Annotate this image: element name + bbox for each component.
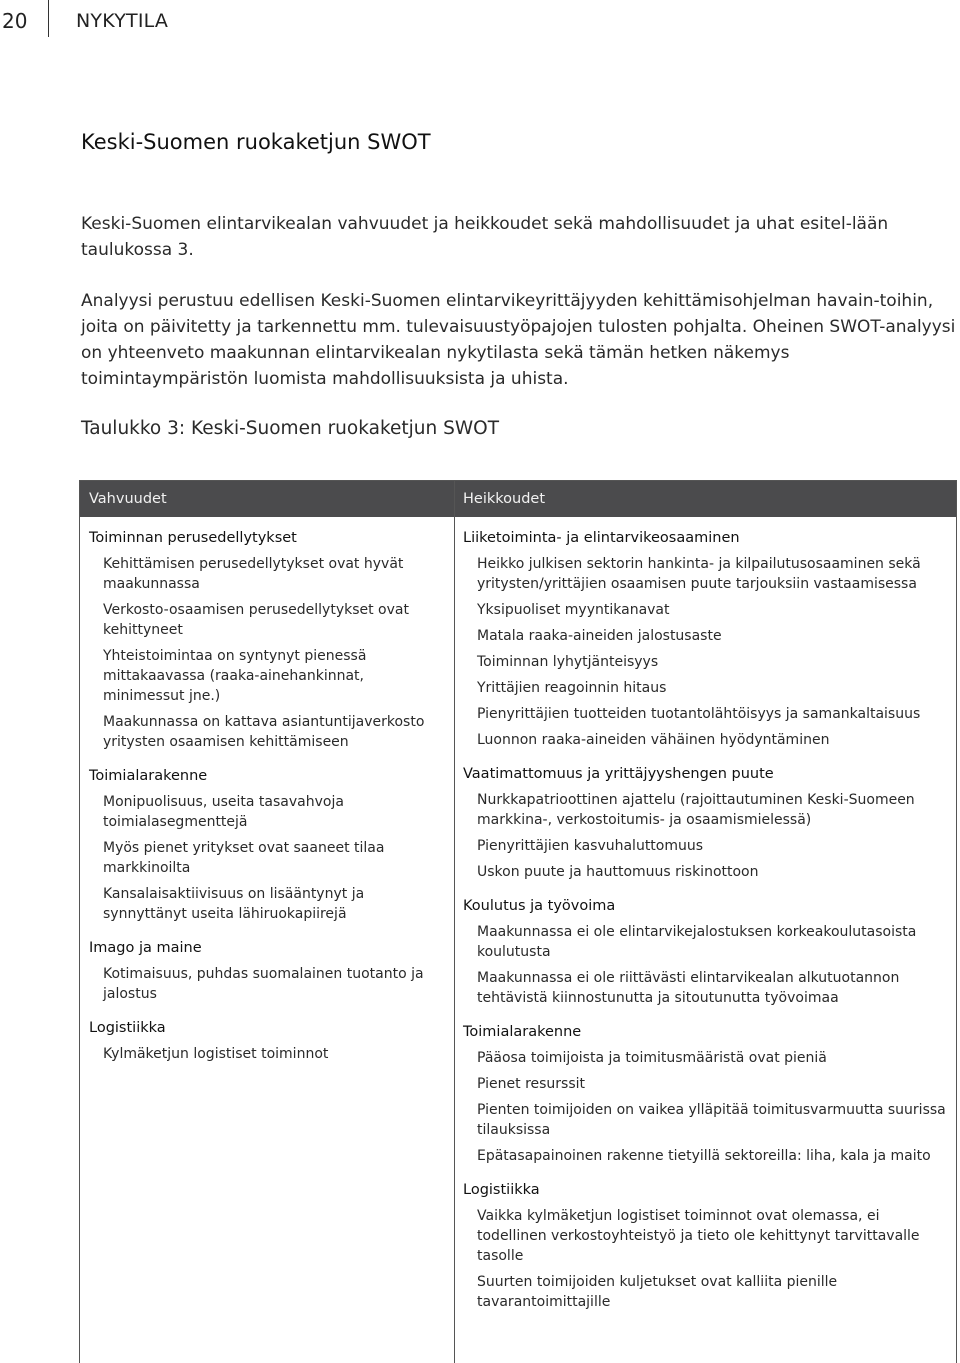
- swot-table: [79, 480, 957, 1363]
- list-item: Matala raaka-aineiden jalostusaste: [477, 628, 722, 644]
- weaknesses-group: [463, 896, 951, 1008]
- table-caption: Taulukko 3: Keski-Suomen ruokaketjun SWOT: [81, 418, 500, 439]
- strengths-group: [89, 1018, 447, 1064]
- list-item: Uskon puute ja hauttomuus riskinottoon: [477, 864, 759, 880]
- list-item: Yksipuoliset myyntikanavat: [477, 602, 670, 618]
- list-item: Maakunnassa ei ole elintarvikejalostuksen korkeakoulutasoista koulutusta: [477, 924, 917, 960]
- list-item: Verkosto-osaamisen perusedellytykset ovat kehittyneet: [103, 602, 409, 638]
- list-item: Pienyrittäjien kasvuhaluttomuus: [477, 838, 704, 854]
- list-item: Pääosa toimijoista ja toimitusmääristä ovat pieniä: [477, 1050, 827, 1066]
- section-label: NYKYTILA: [76, 10, 169, 32]
- weaknesses-column: [463, 528, 951, 1326]
- list-item: Vaikka kylmäketjun logistiset toiminnot ovat olemassa, ei todellinen verkostoyhteistyö ja tieto ole kehittynyt tarvittavalle tasolle: [477, 1208, 920, 1264]
- category-heading: Toimialarakenne: [89, 768, 208, 784]
- page-title: Keski-Suomen ruokaketjun SWOT: [81, 130, 431, 154]
- list-item: Toiminnan lyhytjänteisyys: [477, 654, 659, 670]
- category-heading: Koulutus ja työvoima: [463, 898, 616, 914]
- category-heading: Logistiikka: [463, 1182, 540, 1198]
- list-item: Kotimaisuus, puhdas suomalainen tuotanto ja jalostus: [103, 966, 424, 1002]
- list-item: Maakunnassa on kattava asiantuntijaverkosto yritysten osaamisen kehittämiseen: [103, 714, 425, 750]
- list-item: Nurkkapatrioottinen ajattelu (rajoittautuminen Keski-Suomeen markkina-, verkostoitumis- ja osaamismielessä): [477, 792, 915, 828]
- page-header: [0, 0, 960, 40]
- category-heading: Imago ja maine: [89, 940, 202, 956]
- list-item: Suurten toimijoiden kuljetukset ovat kalliita pienille tavarantoimittajille: [477, 1274, 838, 1310]
- weaknesses-group: [463, 1180, 951, 1312]
- header-divider: [48, 0, 49, 37]
- list-item: Kansalaisaktiivisuus on lisääntynyt ja synnyttänyt useita lähiruokapiirejä: [103, 886, 365, 922]
- category-heading: Liiketoiminta- ja elintarvikeosaaminen: [463, 530, 740, 546]
- intro-paragraph: Keski-Suomen elintarvikealan vahvuudet ja heikkoudet sekä mahdollisuudet ja uhat esitel-lään taulukossa 3.: [81, 214, 889, 260]
- weaknesses-group: [463, 1022, 951, 1166]
- list-item: Monipuolisuus, useita tasavahvoja toimialasegmenttejä: [103, 794, 344, 830]
- category-heading: Logistiikka: [89, 1020, 166, 1036]
- column-heading-weaknesses: Heikkoudet: [463, 491, 546, 507]
- list-item: Epätasapainoinen rakenne tietyillä sektoreilla: liha, kala ja maito: [477, 1148, 931, 1164]
- list-item: Maakunnassa ei ole riittävästi elintarvikealan alkutuotannon tehtävistä kiinnostunutta ja sitoutunutta työvoimaa: [477, 970, 900, 1006]
- weaknesses-group: [463, 528, 951, 750]
- strengths-column: [89, 528, 447, 1078]
- column-divider: [454, 481, 455, 1363]
- page-number: 20: [2, 9, 28, 33]
- list-item: Pienet resurssit: [477, 1076, 586, 1092]
- weaknesses-group: [463, 764, 951, 882]
- column-heading-strengths: Vahvuudet: [89, 491, 167, 507]
- strengths-group: [89, 766, 447, 924]
- analysis-paragraph: Analyysi perustuu edellisen Keski-Suomen elintarvikeyrittäjyyden kehittämisohjelman havain-toihin, joita on päivitetty ja tarkennettu mm. tulevaisuustyöpajojen tulosten pohjalta. Oheinen SWOT-analyysi on yhteenveto maakunnan elintarvikealan nykytilasta sekä tämän hetken näkemys toimintaympäristön luomista mahdollisuuksista ja uhista.: [81, 291, 956, 389]
- strengths-group: [89, 528, 447, 752]
- category-heading: Toimialarakenne: [463, 1024, 582, 1040]
- category-heading: Vaatimattomuus ja yrittäjyyshengen puute: [463, 766, 774, 782]
- list-item: Kehittämisen perusedellytykset ovat hyvät maakunnassa: [103, 556, 404, 592]
- list-item: Yrittäjien reagoinnin hitaus: [477, 680, 667, 696]
- list-item: Yhteistoimintaa on syntynyt pienessä mittakaavassa (raaka-ainehankinnat, minimessut jne.): [103, 648, 367, 704]
- list-item: Kylmäketjun logistiset toiminnot: [103, 1046, 329, 1062]
- strengths-group: [89, 938, 447, 1004]
- list-item: Pienyrittäjien tuotteiden tuotantolähtöisyys ja samankaltaisuus: [477, 706, 921, 722]
- list-item: Heikko julkisen sektorin hankinta- ja kilpailutusosaaminen sekä yritysten/yrittäjien osaamisen puute tarjouksiin vastaamisessa: [477, 556, 921, 592]
- list-item: Pienten toimijoiden on vaikea ylläpitää toimitusvarmuutta suurissa tilauksissa: [477, 1102, 946, 1138]
- category-heading: Toiminnan perusedellytykset: [89, 530, 297, 546]
- list-item: Myös pienet yritykset ovat saaneet tilaa markkinoilta: [103, 840, 385, 876]
- list-item: Luonnon raaka-aineiden vähäinen hyödyntäminen: [477, 732, 830, 748]
